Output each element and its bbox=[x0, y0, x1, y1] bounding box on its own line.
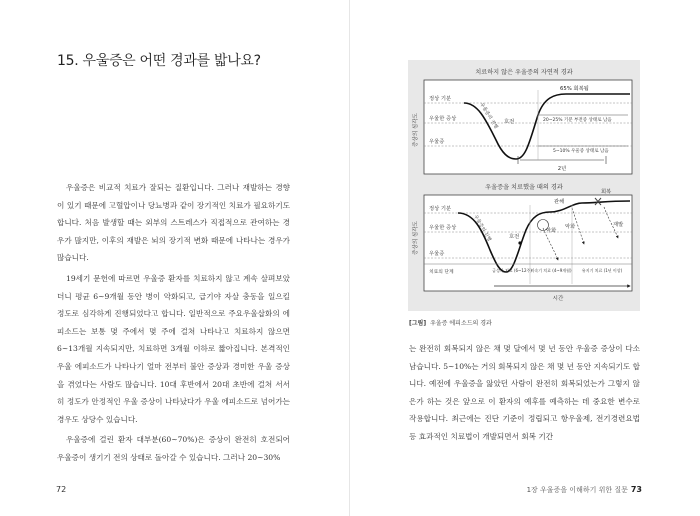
bottom-improve-point bbox=[518, 241, 521, 244]
paragraph: 우울증에 걸린 환자 대부분(60~70%)은 증상이 완전히 호전되어 우울증이 생기기 전의 상태로 돌아갈 수 있습니다. 그러나 20~30% bbox=[57, 435, 290, 462]
bottom-time-label: 시간 bbox=[552, 296, 564, 302]
figure-caption-tag: [그림] bbox=[409, 320, 427, 327]
top-time-span-label: 2년 bbox=[557, 166, 567, 172]
left-body-text bbox=[57, 179, 290, 470]
top-note-chronic: 5~10% 우울증 상태로 남음 bbox=[553, 149, 609, 154]
bottom-panel-frame bbox=[424, 195, 632, 291]
running-head bbox=[527, 485, 642, 495]
top-level-label-normal: 정상 기분 bbox=[429, 96, 452, 102]
top-note-recovery: 65% 회복됨 bbox=[560, 86, 589, 92]
top-level-label-depression: 우울증 bbox=[429, 139, 445, 145]
top-curve-label: 우울증의 진행 bbox=[478, 102, 499, 130]
top-level-label-symptom: 우울한 증상 bbox=[429, 116, 457, 122]
bottom-level-label-normal: 정상 기분 bbox=[429, 206, 452, 212]
top-panel-ylabel: 증상의 심각도 bbox=[413, 113, 419, 147]
top-note-partial: 20~25% 기분 부전증 상태로 남음 bbox=[543, 118, 612, 123]
bottom-label-relapse: 재발 bbox=[613, 222, 624, 228]
paragraph: 는 완전히 회복되지 않은 채 몇 달에서 몇 년 동안 우울증 증상이 다소 남습니다. 5~10%는 거의 회복되지 않은 채 몇 년 동안 지속되기도 합니다. 예전에 우울증을 앓았던 사람이 완전히 회복되었는가 그렇지 않은가 하는 것은 앞으로 이 환자의 예후를 예측하는 데 중요한 변수로 작용합니다. 최근에는 진단 기준이 정립되고 항우울제, 전기경련요법 등 효과적인 치료법이 개발되면서 회복 기간 bbox=[409, 344, 640, 441]
page-number-right: 73 bbox=[630, 485, 642, 494]
bottom-panel-ylabel: 증상의 심각도 bbox=[413, 221, 419, 255]
bottom-label-recovery: 회복 bbox=[601, 189, 612, 195]
figure-caption bbox=[409, 318, 492, 327]
bottom-phase-acute: 급성기 치료 (6~12주) bbox=[492, 268, 532, 273]
paragraph: 19세기 문헌에 따르면 우울증 환자를 치료하지 않고 계속 살펴보았더니 평균 6~9개월 동안 병이 악화되고, 급기야 자살 충동을 일으킬 정도로 심각하게 진행되었다고 합니다. 일반적으로 주요우울삽화의 에피소드는 보통 몇 주에서 몇 주에 걸쳐 나타나고 치료하지 않으면 6~13개월 지속되지만, 치료하면 3개월 이하로 짧아집니다. 본격적인 우울 에피소드가 나타나기 얼마 전부터 불안 증상과 경미한 우울 증상을 겪었다는 사람도 많습니다. 10대 후반에서 20대 초반에 걸쳐 서서히 정도가 안정적인 우울 증상이 나타났다가 우울 에피소드로 넘어가는 경우도 상당수 있습니다. bbox=[57, 273, 290, 424]
paragraph: 우울증은 비교적 치료가 잘되는 질환입니다. 그러나 재발하는 경향이 있기 때문에 고혈압이나 당뇨병과 같이 장기적인 치료가 필요하기도 합니다. 처음 발생할 때는 외부의 스트레스가 직접적으로 관여하는 경우가 많지만, 이후의 재발은 뇌의 장기적 변화 때문에 나타나는 경우가 많습니다. bbox=[57, 183, 290, 263]
bottom-label-worsen-1: 악화 bbox=[546, 228, 557, 234]
bottom-label-worsen-2: 악화 bbox=[565, 224, 576, 230]
page-number-left: 72 bbox=[56, 485, 67, 494]
bottom-label-remission: 관해 bbox=[554, 199, 565, 205]
bottom-phase-title: 치료의 단계 bbox=[429, 270, 454, 275]
bottom-level-label-depression: 우울증 bbox=[429, 251, 445, 257]
course-figure bbox=[408, 60, 640, 311]
running-head-title: 1장 우울증을 이해하기 위한 질문 bbox=[526, 486, 628, 494]
course-diagram bbox=[408, 60, 640, 311]
bottom-panel-title: 우울증을 치료했을 때의 경과 bbox=[485, 184, 563, 191]
section-heading: 15. 우울증은 어떤 경과를 밟나요? bbox=[57, 53, 261, 69]
top-improve-label: 호전 bbox=[504, 119, 515, 125]
right-body-text bbox=[409, 340, 640, 446]
bottom-phase-maintenance: 유지기 치료 (1년 이상) bbox=[581, 268, 623, 273]
figure-caption-text: 우울증 에피소드의 경과 bbox=[430, 320, 492, 327]
bottom-level-label-symptom: 우울한 증상 bbox=[429, 225, 457, 231]
bottom-curve-label: 우울증의 진행 bbox=[472, 214, 492, 243]
top-panel-title: 치료하지 않은 우울증의 자연적 경과 bbox=[475, 69, 573, 76]
bottom-label-improve: 호전 bbox=[509, 234, 520, 240]
right-page bbox=[350, 0, 700, 516]
bottom-phase-continuation: 지속기 치료 (4~9개월) bbox=[530, 268, 572, 273]
